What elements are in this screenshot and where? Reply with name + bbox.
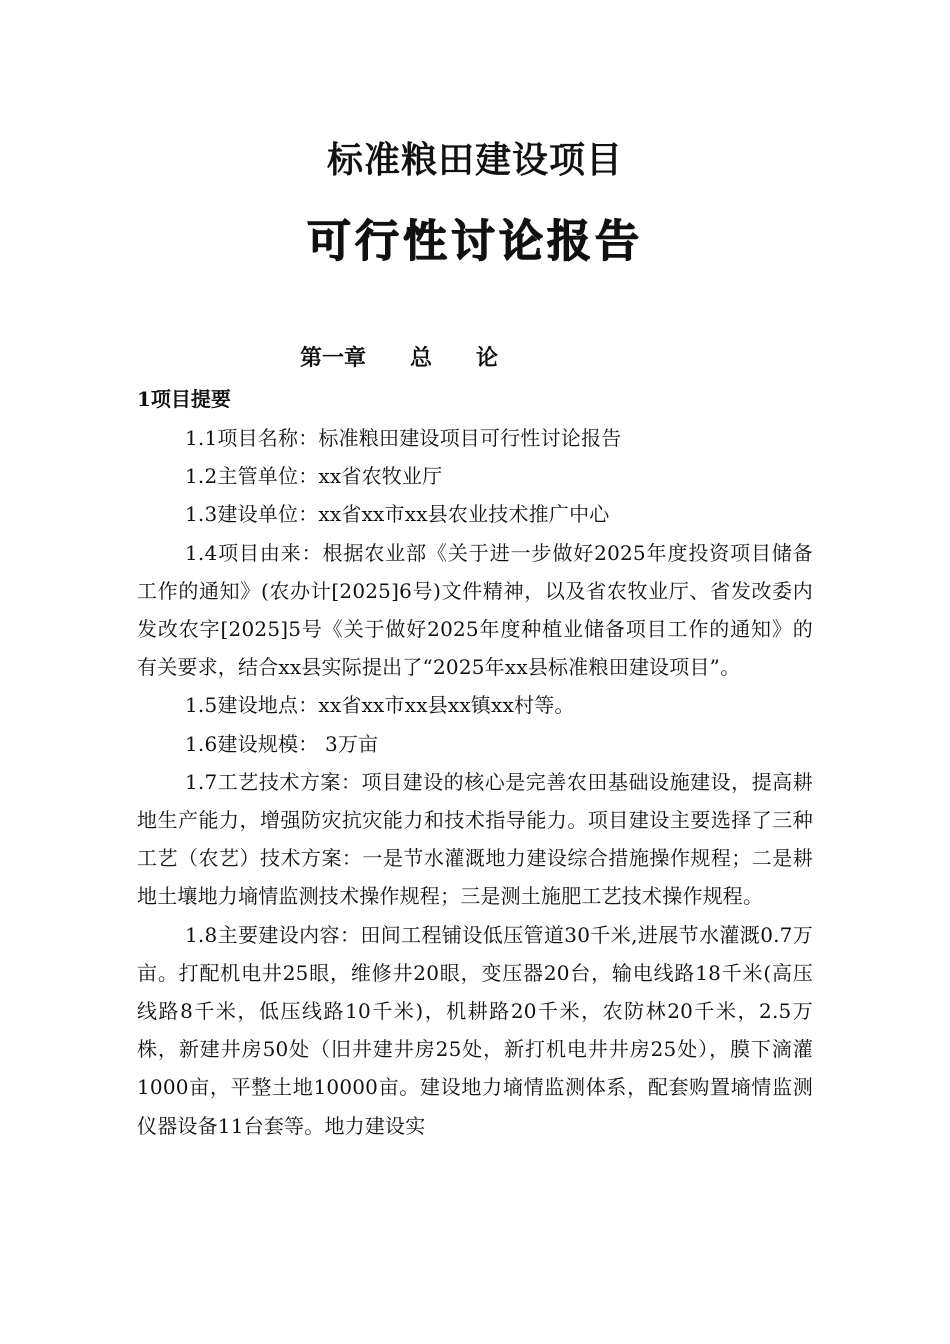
- paragraph-project-name: 1.1项目名称：标准粮田建设项目可行性讨论报告: [185, 426, 622, 450]
- chapter-heading: 第一章 总 论: [300, 345, 499, 371]
- paragraph-construction-site: 1.5建设地点：xx省xx市xx县xx镇xx村等。: [185, 693, 575, 718]
- paragraph-technical-plan: 1.7工艺技术方案：项目建设的核心是完善农田基础设施建设，提高耕地生产能力，增强防灾抗灾能力和技术指导能力。项目建设主要选择了三种工艺（农艺）技术方案：一是节水灌溉地力建设综合措施操作规程；二是耕地土壤地力墒情监测技术操作规程；三是测土施肥工艺技术操作规程。: [137, 769, 813, 909]
- paragraph-construction-unit: 1.3建设单位：xx省xx市xx县农业技术推广中心: [185, 502, 610, 527]
- paragraph-supervising-unit: 1.2主管单位：xx省农牧业厅: [185, 464, 443, 489]
- paragraph-construction-scale: 1.6建设规模： 3万亩: [185, 731, 379, 756]
- document-body: [137, 419, 813, 1145]
- paragraph-project-origin: 1.4项目由来：根据农业部《关于进一步做好2025年度投资项目储备工作的通知》(农办计[2025]6号)文件精神，以及省农牧业厅、省发改委内发改农字[2025]5号《关于做好2025年度种植业储备项目工作的通知》的有关要求，结合xx县实际提出了“2025年xx县标准粮田建设项目”。: [137, 540, 813, 680]
- paragraph-main-content: 1.8主要建设内容：田间工程铺设低压管道30千米,进展节水灌溉0.7万亩。打配机电井25眼，维修井20眼，变压器20台，输电线路18千米(高压线路8千米，低压线路10千米)，机耕路20千米，农防林20千米，2.5万株，新建井房50处（旧井建井房25处，新打机电井井房25处），膜下滴灌1000亩，平整土地10000亩。建设地力墒情监测体系，配套购置墒情监测仪器设备11台套等。地力建设实: [137, 922, 813, 1138]
- document-subtitle: 可行性讨论报告: [307, 216, 643, 267]
- section-heading: 1项目提要: [137, 387, 231, 411]
- document-title: 标准粮田建设项目: [326, 139, 623, 181]
